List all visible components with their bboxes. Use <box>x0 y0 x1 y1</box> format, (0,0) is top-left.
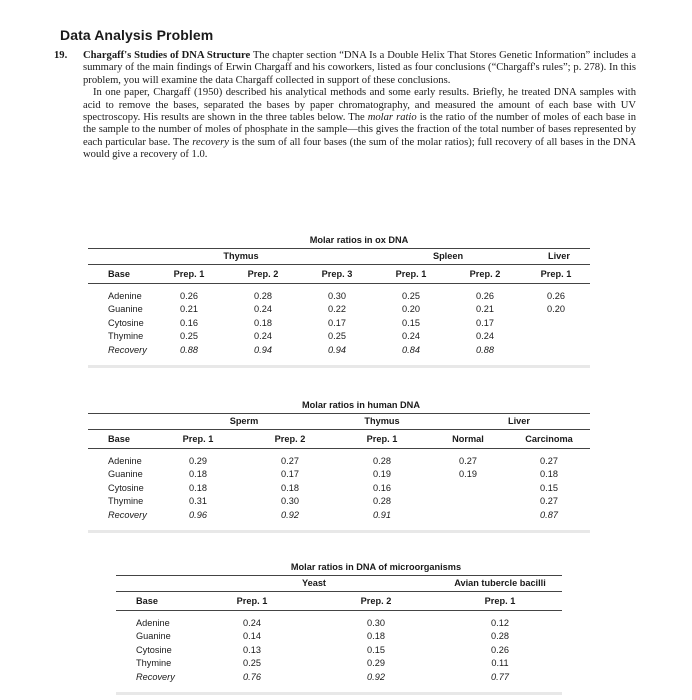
group-header: Liver <box>522 248 590 264</box>
table-caption: Molar ratios in human DNA <box>302 399 420 410</box>
table-row <box>88 448 590 468</box>
column-header: Prep. 2 <box>226 264 300 283</box>
table-row <box>116 644 562 658</box>
cell: 0.27 <box>281 455 299 466</box>
paragraph-text: is the ratio of the number of moles of each base in the sample to the number of moles of phosphate in the sample—this gives the fraction of the total number of bases represented by each particular base. The <box>83 112 636 148</box>
cell: 0.29 <box>189 455 207 466</box>
problem-intro-text: The chapter section “DNA Is a Double Helix That Stores Genetic Information” includes a summary of the main findings of Erwin Chargaff and his coworkers, listed as four conclusions (“Chargaff's rules”; p. 278). In this problem, you will examine the data Chargaff collected in support of these conclusions. <box>83 50 636 86</box>
row-label: Guanine <box>108 304 143 314</box>
table-caption: Molar ratios in DNA of microorganisms <box>290 561 462 572</box>
table-microorganisms-dna <box>116 547 562 695</box>
cell: 0.26 <box>491 644 509 655</box>
table-row <box>116 630 562 644</box>
group-header: Thymus <box>152 248 300 264</box>
row-label: Cytosine <box>108 482 144 493</box>
cell: 0.17 <box>281 469 299 479</box>
cell: 0.25 <box>243 658 261 668</box>
table-caption: Molar ratios in ox DNA <box>309 234 409 245</box>
problem-title: Chargaff's Studies of DNA Structure <box>83 50 251 61</box>
cell: 0.31 <box>189 496 207 506</box>
cell <box>522 330 590 344</box>
table-human-dna <box>88 385 590 533</box>
column-header: Prep. 2 <box>244 429 336 448</box>
cell: 0.24 <box>243 617 261 628</box>
cell: 0.88 <box>180 344 198 355</box>
cell: 0.27 <box>540 455 558 466</box>
cell: 0.25 <box>180 331 198 341</box>
cell: 0.15 <box>367 644 385 655</box>
cell <box>428 509 508 531</box>
cell: 0.92 <box>281 509 299 520</box>
cell: 0.18 <box>189 469 207 479</box>
cell: 0.24 <box>476 331 494 341</box>
column-header: Prep. 1 <box>522 264 590 283</box>
cell: 0.24 <box>254 331 272 341</box>
cell: 0.19 <box>459 469 477 479</box>
cell: 0.76 <box>243 671 261 682</box>
cell: 0.84 <box>402 344 420 355</box>
cell: 0.20 <box>547 304 565 314</box>
table-row <box>88 468 590 482</box>
row-label: Cytosine <box>108 317 144 328</box>
cell: 0.94 <box>254 344 272 355</box>
cell <box>428 482 508 496</box>
paragraph-text: is the sum of all four bases (the sum of the molar ratios); full recovery of all bases in the DNA would give a recovery of 1.0. <box>83 136 636 161</box>
column-header: Carcinoma <box>508 429 590 448</box>
cell: 0.21 <box>180 304 198 314</box>
term-recovery: recovery <box>192 136 229 148</box>
row-label: Adenine <box>136 617 170 628</box>
cell: 0.25 <box>328 331 346 341</box>
cell: 0.28 <box>491 631 509 641</box>
cell: 0.16 <box>373 482 391 493</box>
cell: 0.26 <box>547 290 565 301</box>
cell: 0.26 <box>476 290 494 301</box>
problem-paragraph-1 <box>54 50 636 87</box>
cell: 0.27 <box>459 455 477 466</box>
row-label: Recovery <box>136 671 175 682</box>
cell: 0.28 <box>254 290 272 301</box>
table-ox-dna <box>88 220 590 368</box>
cell: 0.15 <box>540 482 558 493</box>
group-header: Avian tubercle bacilli <box>438 575 562 591</box>
cell: 0.18 <box>367 631 385 641</box>
group-header: Liver <box>428 413 590 429</box>
cell: 0.24 <box>402 331 420 341</box>
base-header: Base <box>116 591 190 610</box>
table-row <box>88 509 590 531</box>
column-header: Prep. 2 <box>448 264 522 283</box>
cell: 0.24 <box>254 304 272 314</box>
cell: 0.13 <box>243 644 261 655</box>
group-header: Spleen <box>374 248 522 264</box>
cell: 0.17 <box>328 317 346 328</box>
cell <box>522 344 590 366</box>
cell: 0.26 <box>180 290 198 301</box>
table-row <box>88 330 590 344</box>
row-label: Guanine <box>136 631 171 641</box>
column-header: Prep. 1 <box>190 591 314 610</box>
table-row <box>116 610 562 630</box>
cell: 0.27 <box>540 496 558 506</box>
cell: 0.29 <box>367 658 385 668</box>
row-label: Adenine <box>108 290 142 301</box>
cell: 0.87 <box>540 509 558 520</box>
cell: 0.91 <box>373 509 391 520</box>
base-header: Base <box>88 429 152 448</box>
cell: 0.17 <box>476 317 494 328</box>
cell: 0.30 <box>367 617 385 628</box>
column-header: Prep. 1 <box>152 264 226 283</box>
row-label: Recovery <box>108 344 147 355</box>
table-row <box>116 657 562 671</box>
cell: 0.16 <box>180 317 198 328</box>
base-header: Base <box>88 264 152 283</box>
cell: 0.14 <box>243 631 261 641</box>
table-row <box>88 317 590 331</box>
table-row <box>88 482 590 496</box>
cell: 0.77 <box>491 671 509 682</box>
column-header: Prep. 3 <box>300 264 374 283</box>
cell: 0.19 <box>373 469 391 479</box>
table-row <box>88 344 590 366</box>
cell: 0.20 <box>402 304 420 314</box>
cell: 0.18 <box>254 317 272 328</box>
table-row <box>88 495 590 509</box>
group-header: Thymus <box>336 413 428 429</box>
cell: 0.30 <box>328 290 346 301</box>
cell: 0.18 <box>281 482 299 493</box>
cell: 0.92 <box>367 671 385 682</box>
problem-number: 19. <box>54 50 68 61</box>
row-label: Adenine <box>108 455 142 466</box>
cell: 0.28 <box>373 455 391 466</box>
cell: 0.25 <box>402 290 420 301</box>
cell: 0.15 <box>402 317 420 328</box>
cell: 0.28 <box>373 496 391 506</box>
cell: 0.18 <box>189 482 207 493</box>
table-row <box>88 303 590 317</box>
cell <box>522 317 590 331</box>
cell: 0.96 <box>189 509 207 520</box>
cell: 0.94 <box>328 344 346 355</box>
paragraph-text: In one paper, Chargaff (1950) described his analytical methods and some early results. Briefly, he treated DNA samples with acid to remove the bases, separated the bases by paper chromatography, and measured the amount of each base with UV spectroscopy. His results are shown in the three tables below. The <box>83 87 636 124</box>
column-header: Prep. 2 <box>314 591 438 610</box>
row-label: Thymine <box>108 331 144 341</box>
row-label: Cytosine <box>136 644 172 655</box>
section-heading: Data Analysis Problem <box>60 27 214 43</box>
group-header: Sperm <box>152 413 336 429</box>
row-label: Thymine <box>136 658 172 668</box>
cell <box>428 495 508 509</box>
row-label: Guanine <box>108 469 143 479</box>
term-molar-ratio: molar ratio <box>367 112 417 124</box>
row-label: Thymine <box>108 496 144 506</box>
column-header: Prep. 1 <box>152 429 244 448</box>
column-header: Prep. 1 <box>336 429 428 448</box>
problem-paragraph-2 <box>54 87 636 161</box>
problem-text <box>54 50 636 162</box>
cell: 0.21 <box>476 304 494 314</box>
cell: 0.88 <box>476 344 494 355</box>
column-header: Prep. 1 <box>438 591 562 610</box>
cell: 0.30 <box>281 496 299 506</box>
table-row <box>88 283 590 303</box>
cell: 0.11 <box>491 658 509 668</box>
column-header: Prep. 1 <box>374 264 448 283</box>
table-row <box>116 671 562 693</box>
cell: 0.18 <box>540 469 558 479</box>
group-header: Yeast <box>190 575 438 591</box>
cell: 0.22 <box>328 304 346 314</box>
column-header: Normal <box>428 429 508 448</box>
row-label: Recovery <box>108 509 147 520</box>
cell: 0.12 <box>491 617 509 628</box>
